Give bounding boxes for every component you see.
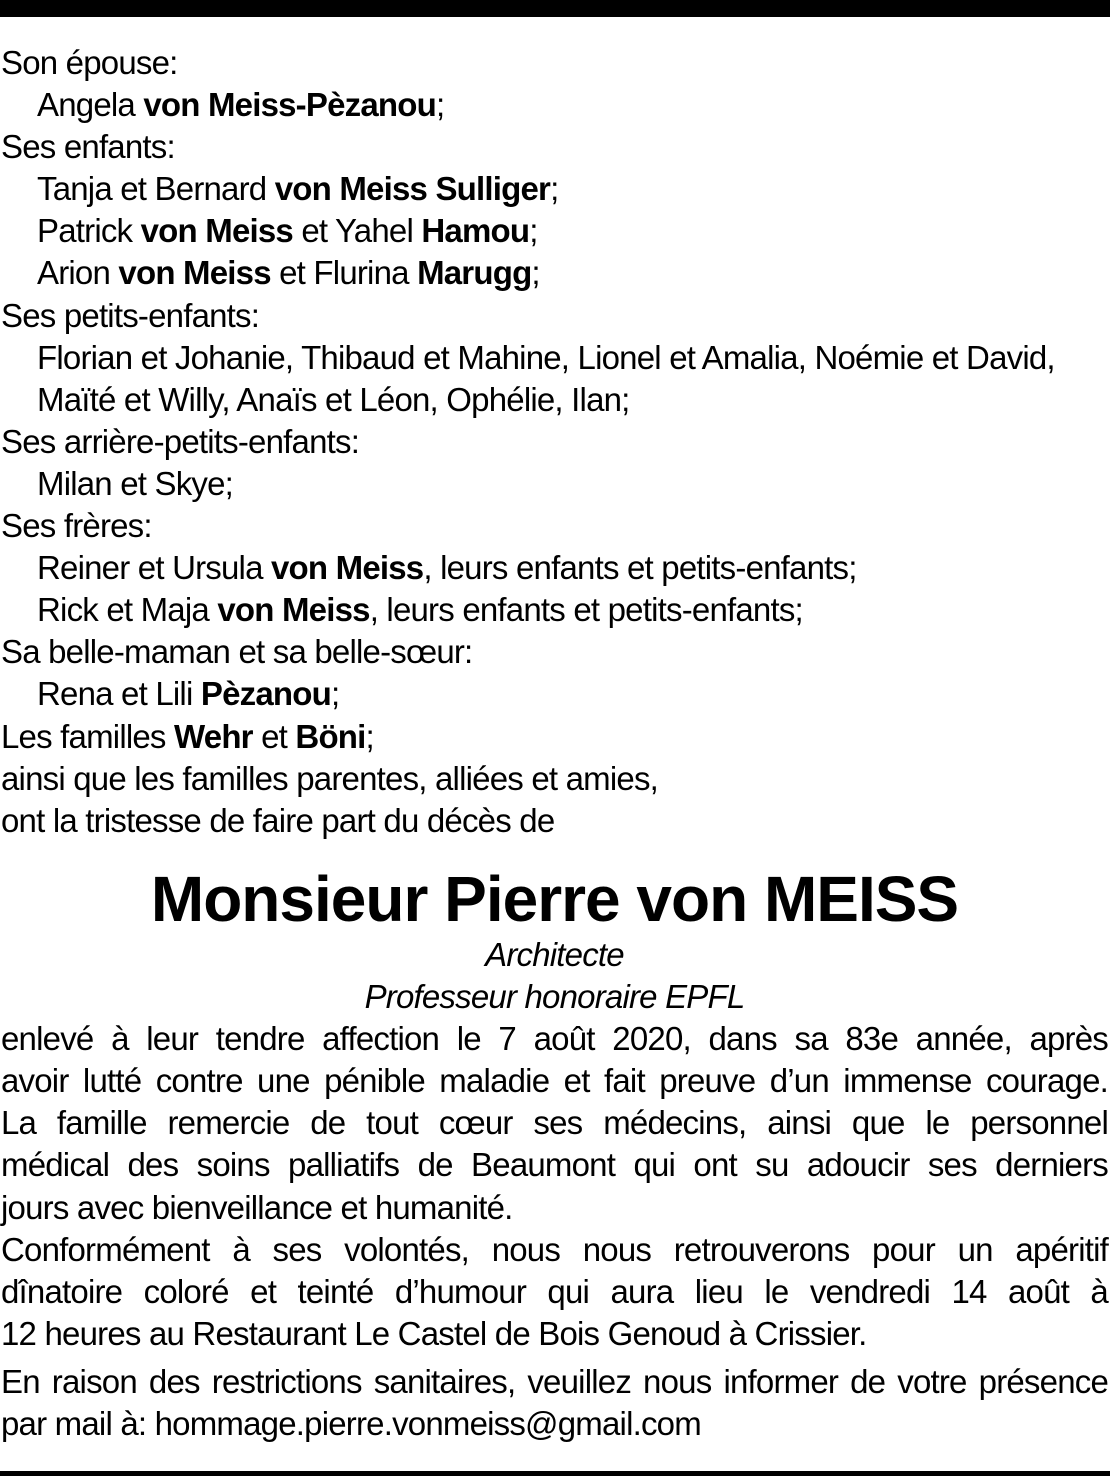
family-surname: von Meiss Sulliger [274,170,551,208]
family-member-line [1,673,1108,715]
family-surname: von Meiss [140,212,293,250]
family-text: , leurs enfants et petits-enfants; [369,591,803,629]
family-text: Florian et Johanie, Thibaud et Mahine, Lionel et Amalia, Noémie et David, [37,338,1055,376]
family-member-line [1,84,1108,126]
family-text: Milan et Skye; [37,464,234,502]
family-surname: von Meiss [118,254,271,292]
paragraph-line: dînatoire coloré et teinté d’humour qui aura lieu le vendredi 14 août à [1,1272,1108,1310]
family-surname: Marugg [417,254,532,292]
paragraph-line: médical des soins palliatifs de Beaumont qui ont su adoucir ses derniers [1,1146,1108,1184]
family-member-line [1,547,1108,589]
family-surname: Pèzanou [200,675,331,713]
top-rule [0,0,1110,17]
family-list [1,42,1108,842]
family-heading-line [1,126,1108,168]
family-heading-line [1,631,1108,673]
family-member-line [1,379,1108,421]
family-member-line [1,589,1108,631]
family-heading-line [1,42,1108,84]
family-heading-line [1,505,1108,547]
family-text: Les familles [1,717,175,755]
family-text: Sa belle-maman et sa belle-sœur: [1,633,473,671]
family-member-line [1,210,1108,252]
family-member-line [1,168,1108,210]
family-text: et Flurina [270,254,418,292]
paragraph-line: avoir lutté contre une pénible maladie et fait preuve d’un immense courage. [1,1061,1108,1099]
family-text: Rick et Maja [37,591,218,629]
family-surname: von Meiss [217,591,370,629]
family-heading-line [1,800,1108,842]
family-text: Patrick [37,212,141,250]
family-heading-line [1,421,1108,463]
family-text: ont la tristesse de faire part du décès de [1,801,555,839]
family-heading-line [1,716,1108,758]
family-text: Ses enfants: [1,128,175,166]
family-text: Ses arrière-petits-enfants: [1,422,360,460]
deceased-title-architect: Architecte [485,935,624,973]
family-heading-line [1,758,1108,800]
deceased-name: Monsieur Pierre von MEISS [150,862,959,935]
rsvp-paragraph [1,1361,1108,1445]
family-text: Ses petits-enfants: [1,296,260,334]
family-text: et [252,717,296,755]
family-heading-line [1,295,1108,337]
family-text: Ses frères: [1,507,152,545]
paragraph-line: par mail à: hommage.pierre.vonmeiss@gmail.com [1,1405,701,1443]
family-text: Son épouse: [1,44,178,81]
family-text: ; [529,212,538,250]
family-text: ; [435,86,445,124]
ceremony-paragraph [1,1229,1108,1356]
family-surname: von Meiss-Pèzanou [143,86,436,124]
paragraph-line: En raison des restrictions sanitaires, veuillez nous informer de votre présence [1,1363,1108,1401]
family-surname: Böni [295,717,366,755]
family-text: Reiner et Ursula [37,549,271,587]
family-text: ; [531,254,540,292]
obituary-notice [1,42,1108,1446]
family-surname: Wehr [174,717,253,755]
family-member-line [1,337,1108,379]
family-member-line [1,252,1108,294]
paragraph-line: 12 heures au Restaurant Le Castel de Bois Genoud à Crissier. [1,1315,867,1353]
paragraph-line: La famille remercie de tout cœur ses médecins, ainsi que le personnel [1,1104,1108,1142]
family-member-line [1,463,1108,505]
family-surname: von Meiss [271,549,424,587]
family-text: ; [330,675,340,713]
paragraph-line: enlevé à leur tendre affection le 7 août 2020, dans sa 83e année, après [1,1019,1108,1057]
family-text: Tanja et Bernard [37,170,275,208]
paragraph-line: jours avec bienveillance et humanité. [1,1188,513,1226]
family-text: Maïté et Willy, Anaïs et Léon, Ophélie, Ilan; [37,380,630,418]
family-text: ainsi que les familles parentes, alliées et amies, [1,759,659,797]
family-surname: Hamou [421,212,530,250]
paragraph-line: Conformément à ses volontés, nous nous retrouverons pour un apéritif [1,1230,1108,1268]
family-text: Rena et Lili [37,675,201,713]
family-text: Arion [37,254,119,292]
family-text: Angela [37,86,144,124]
family-text: et Yahel [292,212,422,250]
deceased-title-professor: Professeur honoraire EPFL [364,977,745,1015]
family-text: ; [365,717,374,755]
family-text: ; [550,170,559,208]
announcement-paragraph [1,1018,1108,1229]
family-text: , leurs enfants et petits-enfants; [423,549,857,587]
bottom-rule [0,1471,1110,1476]
